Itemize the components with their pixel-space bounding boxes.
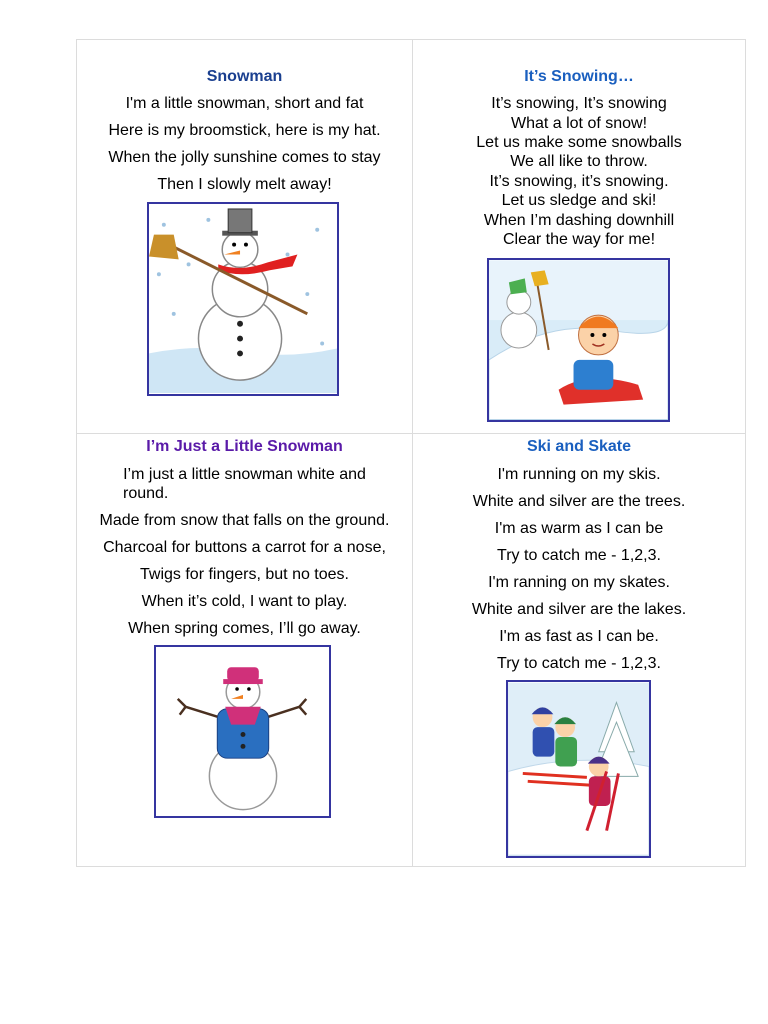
poem-line: When the jolly sunshine comes to stay [108,149,381,166]
poem-line: When it’s cold, I want to play. [141,593,348,610]
poem-card-little-snowman [77,434,413,866]
poem-line: Clear the way for me! [502,231,656,248]
poem-line: Here is my broomstick, here is my hat. [108,122,381,139]
poem-line: I'm as fast as I can be. [499,628,659,645]
poem-line: Let us sledge and ski! [501,192,657,209]
poem-line: We all like to throw. [510,153,648,170]
poem-line: Then I slowly melt away! [157,176,332,193]
poem-line: Twigs for fingers, but no toes. [140,566,349,583]
poem-line: round. [123,485,169,502]
poem-card-snowman [77,40,413,434]
poem-line: I’m just a little snowman white and [123,466,366,483]
children-skiing-illustration [506,680,651,858]
poem-line: When spring comes, I’ll go away. [128,620,361,637]
poem-card-its-snowing [413,40,745,434]
poem-grid [76,39,746,867]
poem-title: Snowman [206,68,283,85]
poem-card-ski-and-skate [413,434,745,866]
poem-line: Try to catch me - 1,2,3. [497,547,661,564]
poem-line: Let us make some snowballs [476,134,682,151]
poem-line: White and silver are the lakes. [471,601,687,618]
poem-title: It’s Snowing… [524,68,634,85]
snowman-with-broom-illustration [147,202,339,396]
poem-line: When I’m dashing downhill [483,212,675,229]
poem-line: What a lot of snow! [510,115,648,132]
poem-line: Charcoal for buttons a carrot for a nose, [103,539,386,556]
poem-title: I’m Just a Little Snowman [146,438,343,455]
poem-line: It’s snowing, It’s snowing [491,95,667,112]
poem-line: I'm running on my skis. [497,466,661,483]
snowman-in-jacket-illustration [154,645,331,818]
poem-line: White and silver are the trees. [472,493,686,510]
poem-line: I'm as warm as I can be [494,520,664,537]
poem-line: Try to catch me - 1,2,3. [497,655,661,672]
poem-line: It’s snowing, it’s snowing. [489,173,669,190]
poem-line: I'm ranning on my skates. [488,574,670,591]
poem-line: Made from snow that falls on the ground. [99,512,390,529]
poem-title: Ski and Skate [526,438,632,455]
poem-line: I'm a little snowman, short and fat [125,95,364,112]
child-sledging-illustration [487,258,670,422]
